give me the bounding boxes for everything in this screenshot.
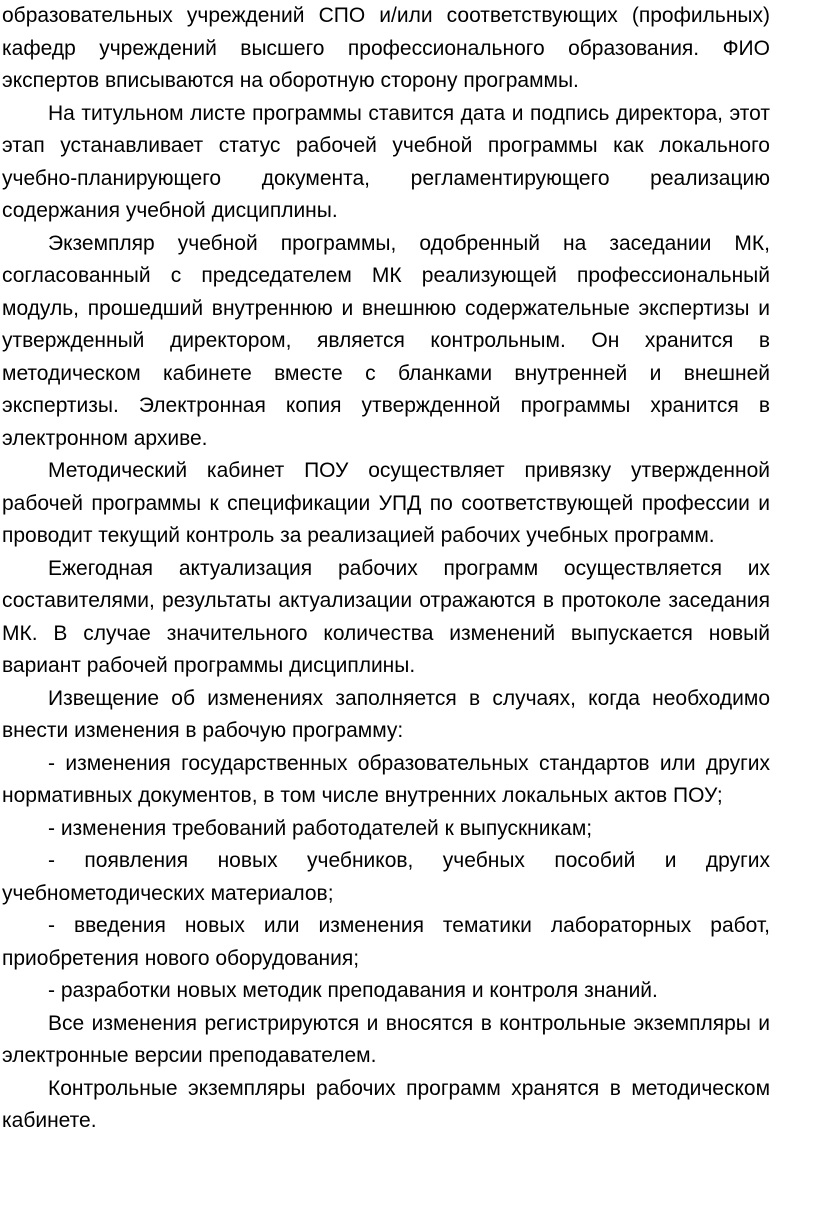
paragraph-registration: Все изменения регистрируются и вносятся в контрольные экземпляры и электронные версии преподавателем. bbox=[2, 1011, 770, 1067]
list-item: - изменения государственных образовательных стандартов или других нормативных документов, в том числе внутренних локальных актов ПОУ; bbox=[2, 751, 770, 807]
paragraph-control-copy: Экземпляр учебной программы, одобренный на заседании МК, согласованный с председателем МК реализующей профессиональный модуль, прошедший внутреннюю и внешнюю содержательные экспертизы и утвержденный директором, является контрольным. Он хранится в методическом кабинете вместе с бланками внутренней и внешней экспертизы. Электронная копия утвержденной программы хранится в электронном архиве. bbox=[2, 231, 770, 450]
list-item: - изменения требований работодателей к выпускникам; bbox=[48, 816, 593, 840]
paragraph-methodical-office: Методический кабинет ПОУ осуществляет привязку утвержденной рабочей программы к спецификации УПД по соответствующей профессии и проводит текущий контроль за реализацией рабочих учебных программ. bbox=[2, 459, 770, 547]
paragraph-title-page: На титульном листе программы ставится дата и подпись директора, этот этап устанавливает статус рабочей учебной программы как локального учебно-планирующего документа, регламентирующего реализацию содержания учебной дисциплины. bbox=[2, 101, 770, 222]
paragraph-experts: образовательных учреждений СПО и/или соответствующих (профильных) кафедр учреждений высшего профессионального образования. ФИО экспертов вписываются на оборотную сторону программы. bbox=[2, 4, 770, 92]
list-item: - введения новых или изменения тематики лабораторных работ, приобретения нового оборудования; bbox=[2, 914, 770, 970]
list-item: - появления новых учебников, учебных пособий и других учебнометодических материалов; bbox=[2, 849, 770, 905]
paragraph-change-notice: Извещение об изменениях заполняется в случаях, когда необходимо внести изменения в рабочую программу: bbox=[2, 686, 770, 742]
list-item: - разработки новых методик преподавания и контроля знаний. bbox=[48, 979, 658, 1002]
paragraph-storage: Контрольные экземпляры рабочих программ хранятся в методическом кабинете. bbox=[2, 1076, 770, 1132]
document-text bbox=[2, 0, 770, 1138]
paragraph-annual-update: Ежегодная актуализация рабочих программ осуществляется их составителями, результаты актуализации отражаются в протоколе заседания МК. В случае значительного количества изменений выпускается новый вариант рабочей программы дисциплины. bbox=[2, 556, 770, 677]
